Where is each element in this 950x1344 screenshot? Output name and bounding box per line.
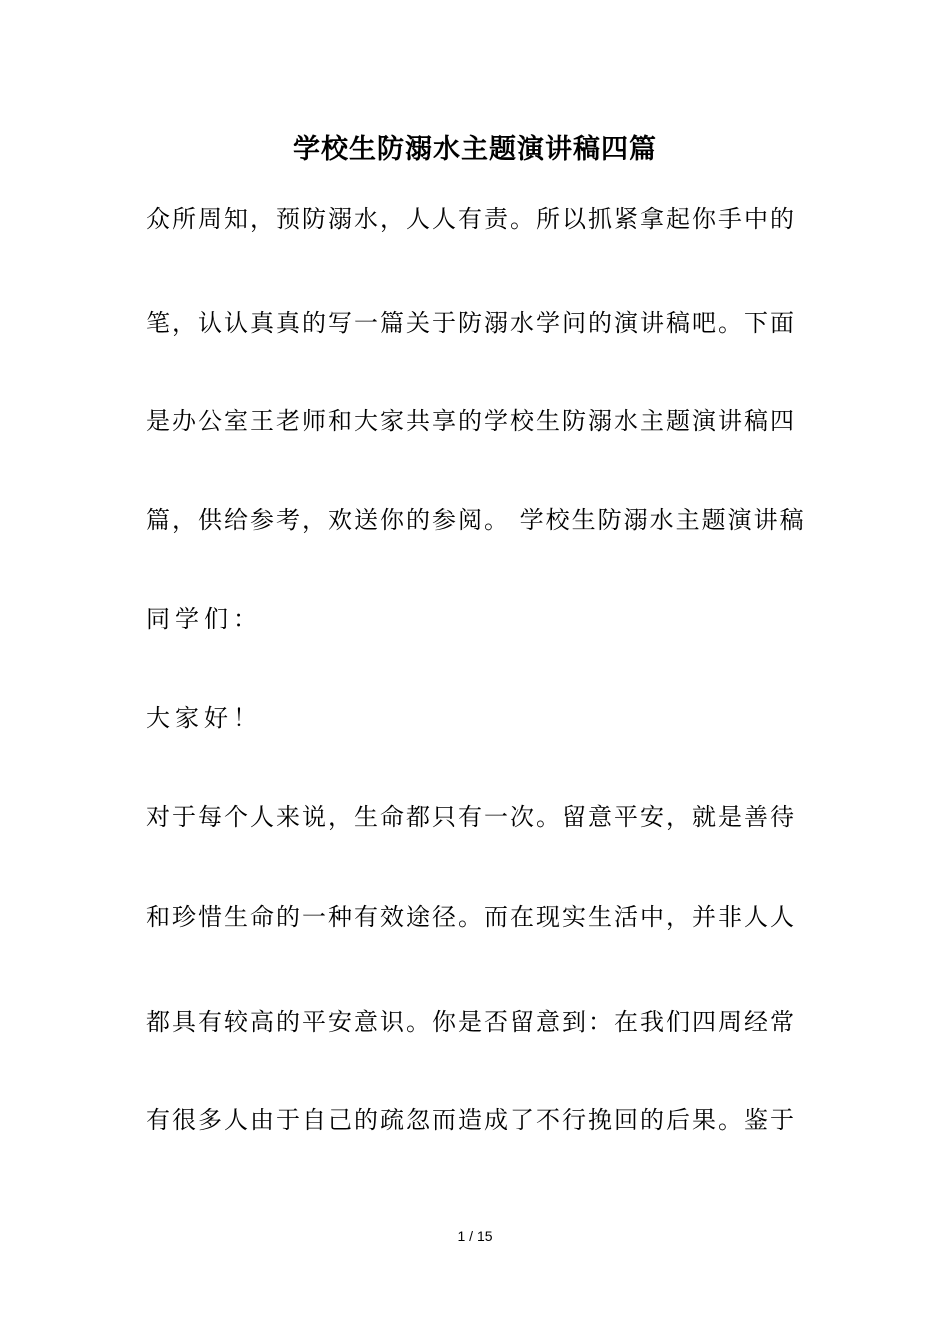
body-line: 都具有较高的平安意识。你是否留意到：在我们四周经常 (146, 1008, 796, 1036)
body-line: 篇，供给参考，欢送你的参阅。 学校生防溺水主题演讲稿 (146, 506, 806, 534)
page-number: 1 / 15 (457, 1228, 493, 1244)
document-title: 学校生防溺水主题演讲稿四篇 (293, 134, 657, 165)
body-line: 众所周知，预防溺水，人人有责。所以抓紧拿起你手中的 (146, 205, 796, 233)
body-line: 对于每个人来说，生命都只有一次。留意平安，就是善待 (146, 803, 796, 831)
body-line: 同学们： (146, 605, 262, 633)
body-line: 大家好！ (146, 704, 262, 732)
body-line: 笔，认认真真的写一篇关于防溺水学问的演讲稿吧。下面 (146, 309, 796, 337)
body-line: 有很多人由于自己的疏忽而造成了不行挽回的后果。鉴于 (146, 1106, 796, 1134)
body-line: 是办公室王老师和大家共享的学校生防溺水主题演讲稿四 (146, 407, 796, 435)
body-line: 和珍惜生命的一种有效途径。而在现实生活中，并非人人 (146, 903, 796, 931)
